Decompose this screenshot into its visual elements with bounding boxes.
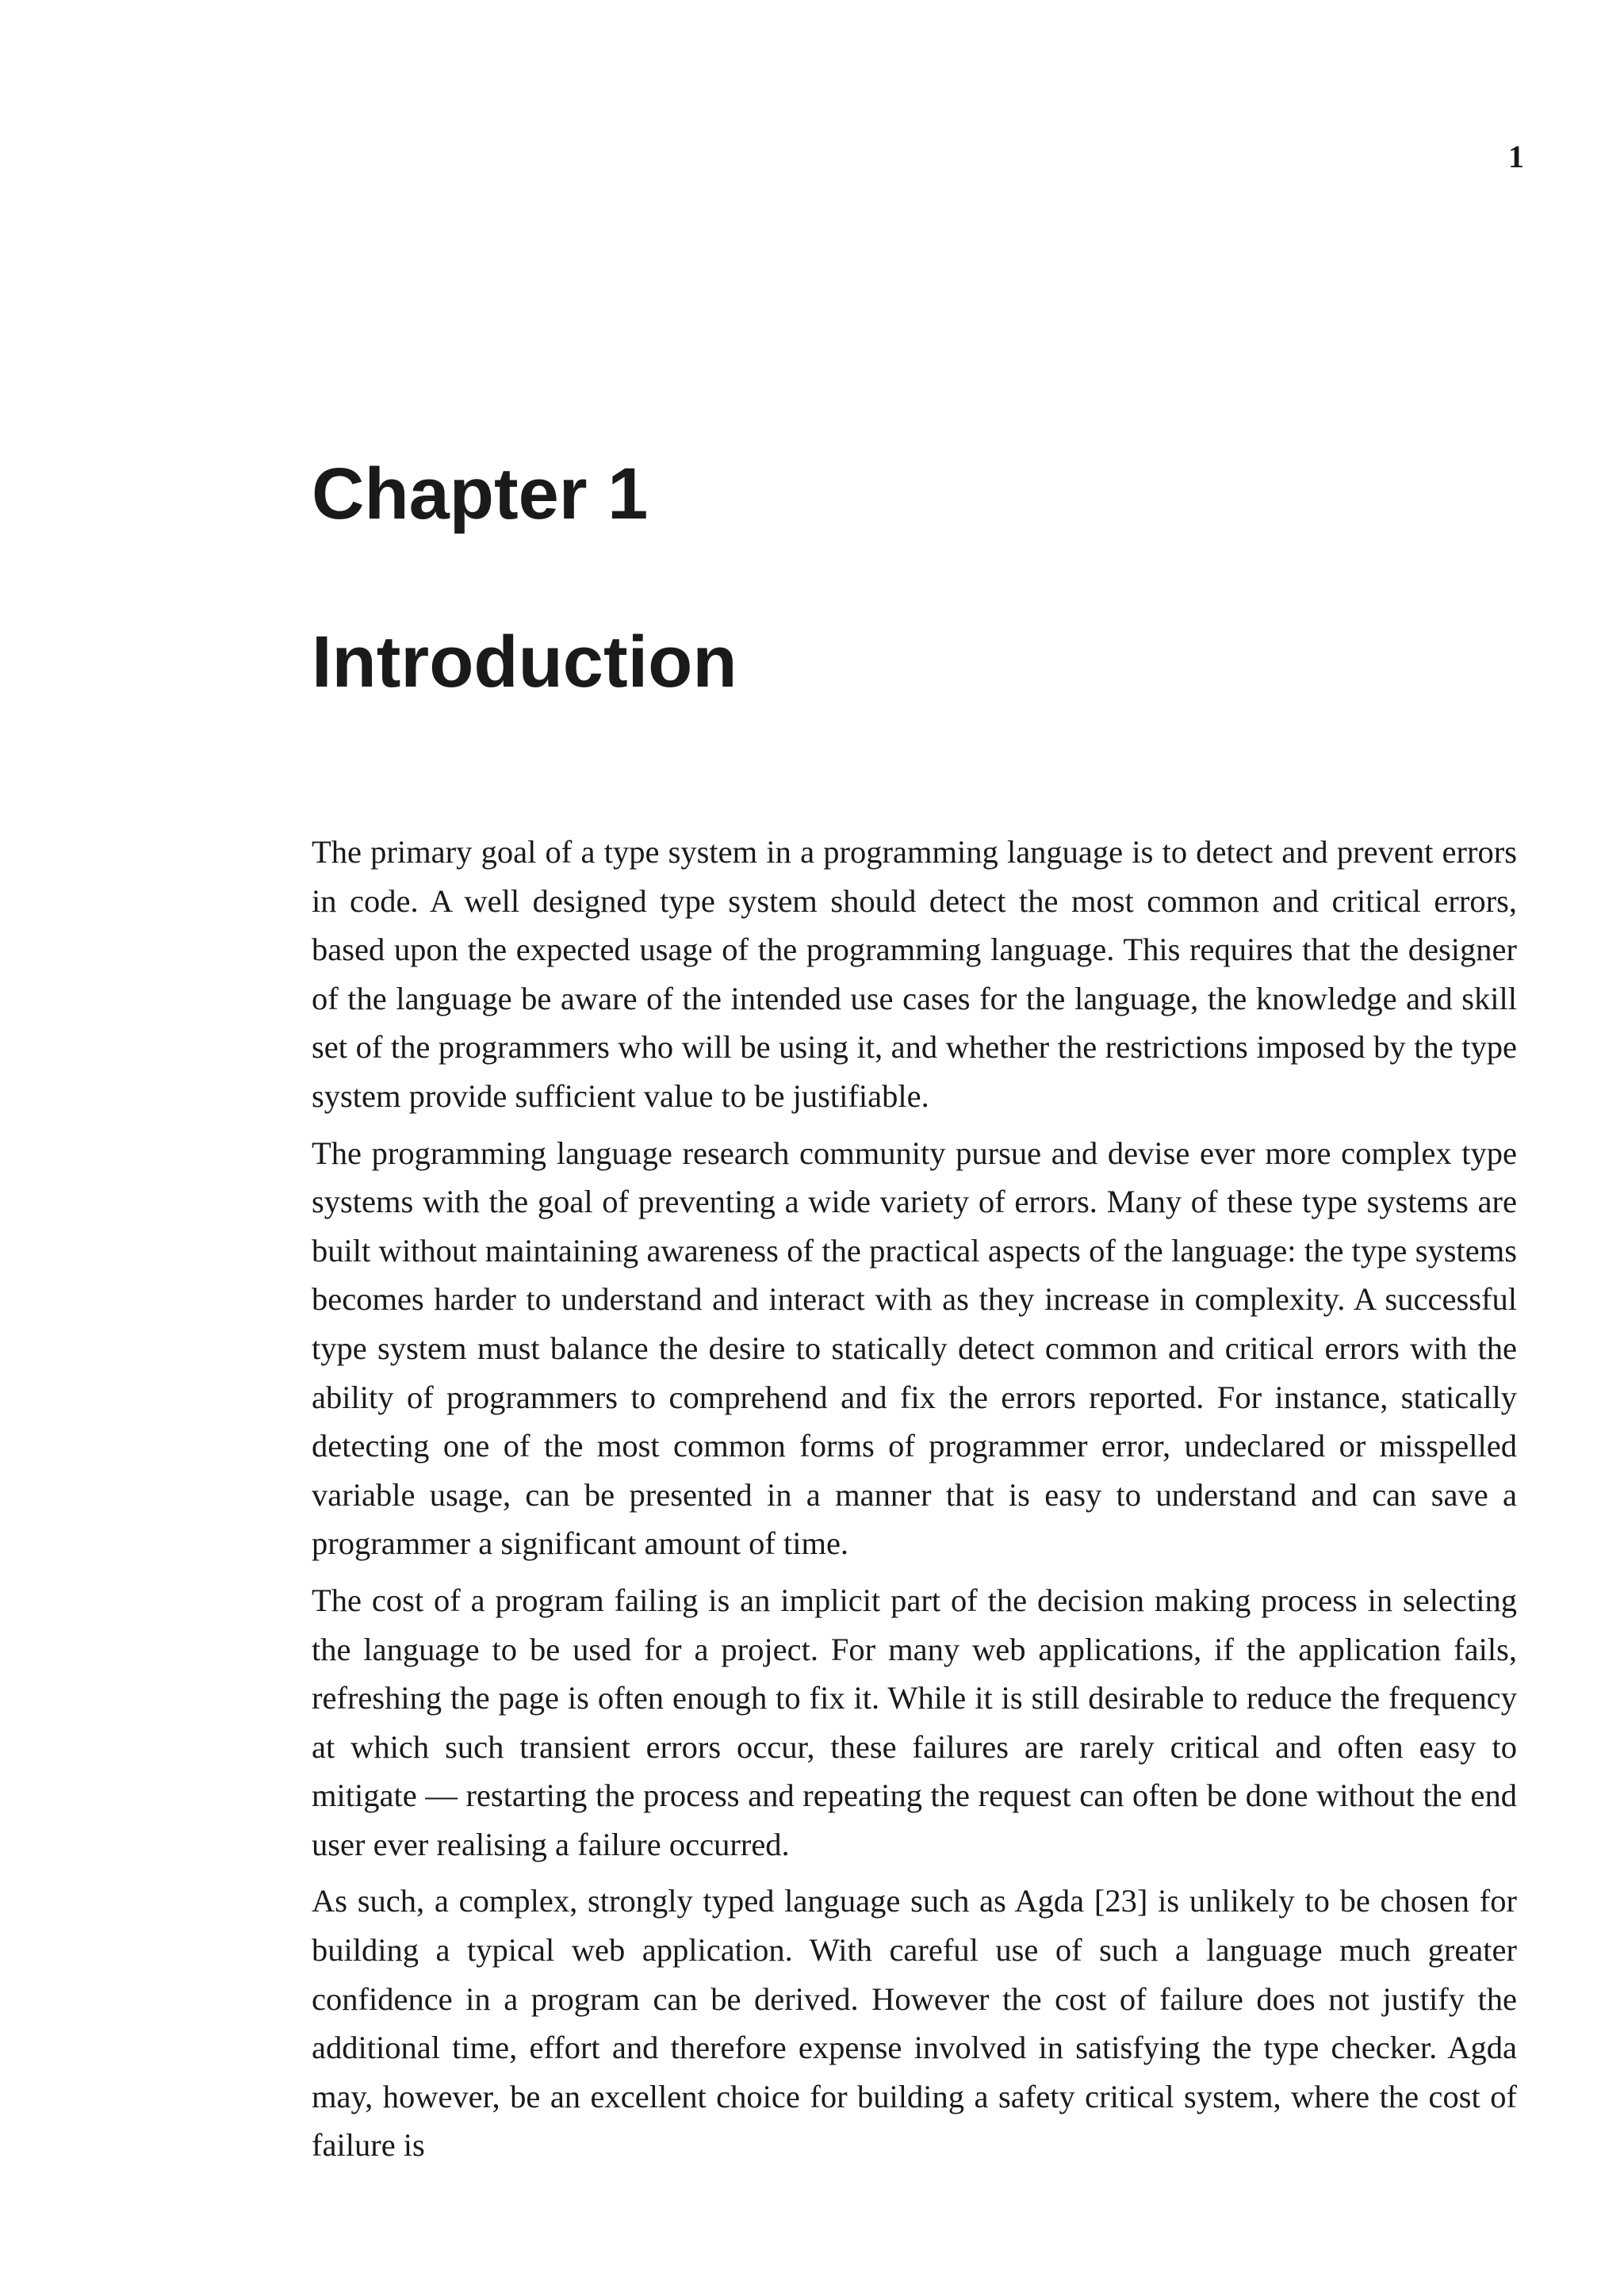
- paragraph: The primary goal of a type system in a programming language is to detect and prevent errors in code. A well designed type system should detect the most common and critical errors, based upon the expected usage of the programming language. This requires that the designer of the language be aware of the intended use cases for the language, the knowledge and skill set of the programmers who will be using it, and whether the restrictions imposed by the type system provide sufficient value to be justifiable.: [312, 834, 1517, 1114]
- chapter-label: Chapter 1: [312, 453, 649, 534]
- paragraph: As such, a complex, strongly typed language such as Agda [23] is unlikely to be chosen for building a typical web application. With careful use of such a language much greater confidence in a program can be derived. However the cost of failure does not justify the additional time, effort and therefore expense involved in satisfying the type checker. Agda may, however, be an excellent choice for building a safety critical system, where the cost of failure is: [312, 1883, 1517, 2164]
- paragraph: The cost of a program failing is an implicit part of the decision making process in selecting the language to be used for a project. For many web applications, if the application fails, refreshing the page is often enough to fix it. While it is still desirable to reduce the frequency at which such transient errors occur, these failures are rarely critical and often easy to mitigate — restarting the process and repeating the request can often be done without the end user ever realising a failure occurred.: [312, 1582, 1517, 1862]
- page-number: 1: [1508, 139, 1524, 174]
- chapter-title: Introduction: [312, 622, 737, 702]
- paragraph: The programming language research community pursue and devise ever more complex type systems with the goal of preventing a wide variety of errors. Many of these type systems are built without maintaining awareness of the practical aspects of the language: the type systems becomes harder to understand and interact with as they increase in complexity. A successful type system must balance the desire to statically detect common and critical errors with the ability of programmers to comprehend and fix the errors reported. For instance, statically detecting one of the most common forms of programmer error, undeclared or misspelled variable usage, can be presented in a manner that is easy to understand and can save a programmer a significant amount of time.: [312, 1135, 1517, 1562]
- body-text: [312, 828, 1517, 2178]
